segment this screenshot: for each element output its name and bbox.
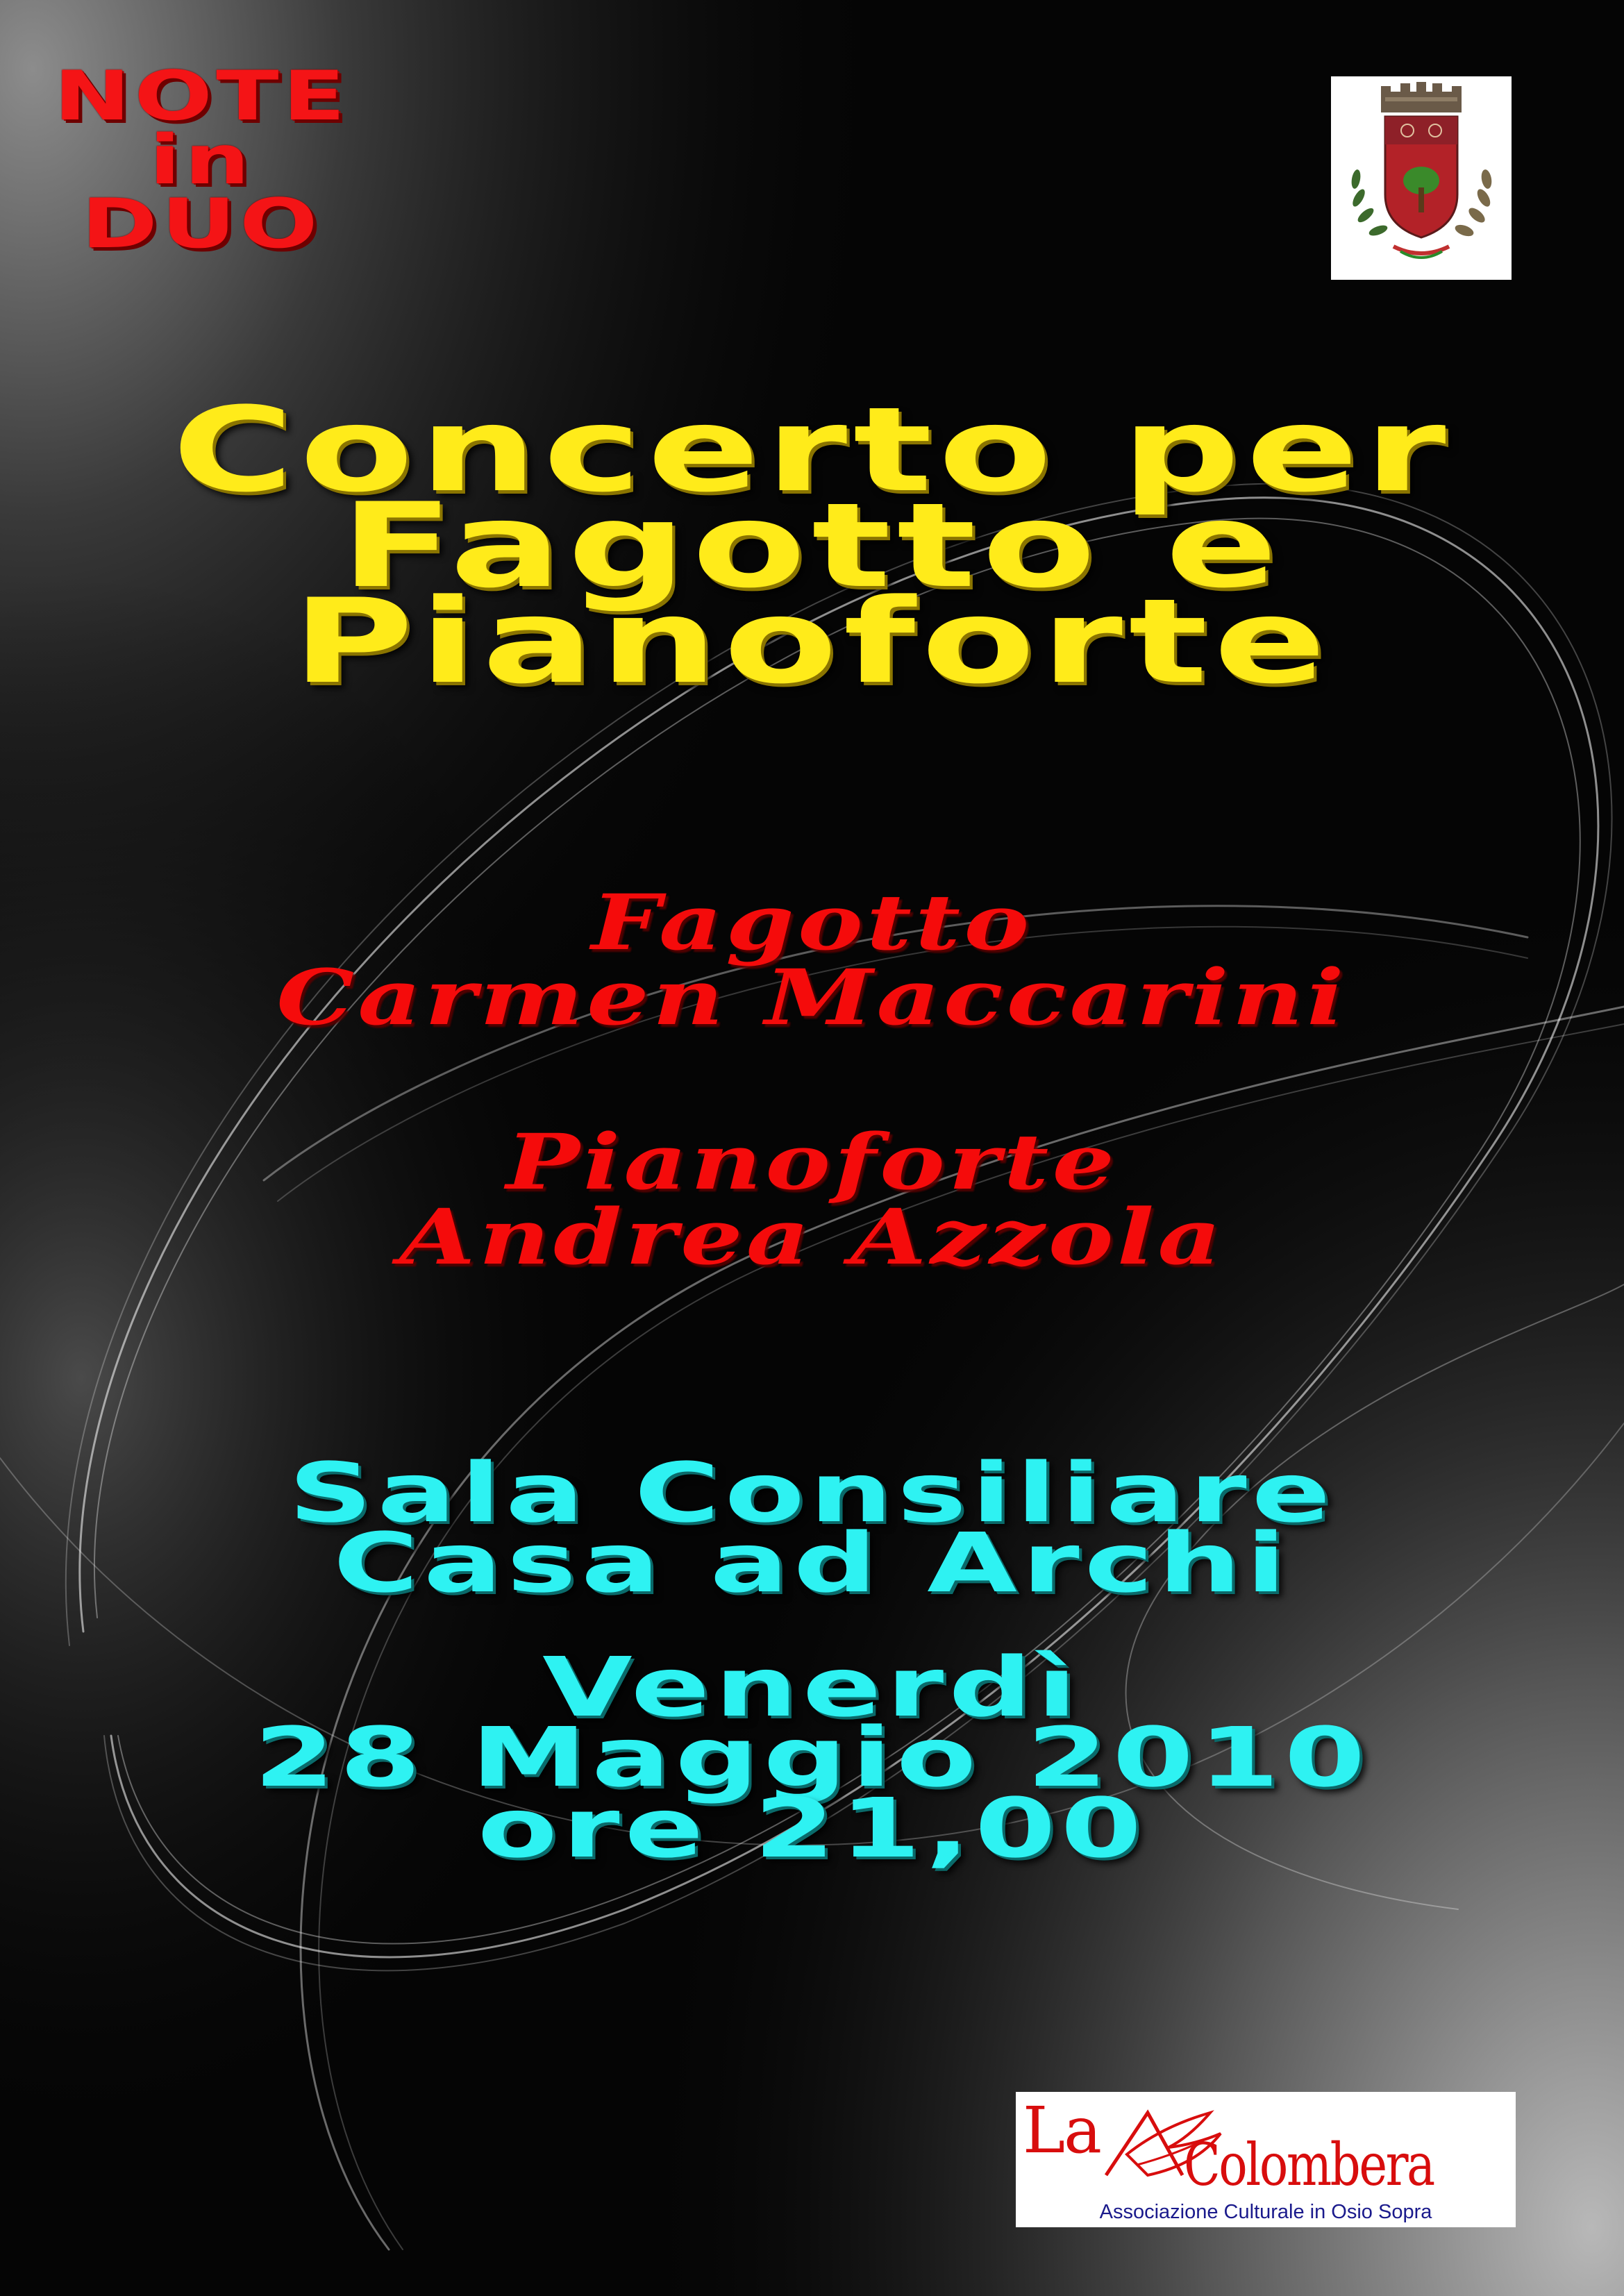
performer-instrument: Fagotto	[591, 878, 1033, 967]
performer-instrument: Pianoforte	[505, 1117, 1119, 1207]
venue	[0, 1445, 1624, 1611]
brand-line-3: DUO	[81, 185, 321, 265]
performer-piano	[0, 1117, 1624, 1282]
event-full-date: 28 Maggio 2010	[253, 1709, 1371, 1806]
venue-line-2: Casa ad Archi	[333, 1515, 1291, 1611]
event-series-logo	[21, 57, 382, 265]
brand-line-2: in	[149, 121, 254, 201]
performer-bassoon	[0, 878, 1624, 1042]
brand-line-1: NOTE	[53, 57, 349, 136]
coat-of-arms-icon	[1331, 76, 1512, 280]
association-tagline: Associazione Culturale in Osio Sopra	[1099, 2201, 1432, 2223]
title-line-1: Concerto per	[171, 382, 1453, 518]
performer-name: Carmen Maccarini	[276, 952, 1348, 1042]
municipal-crest	[1331, 76, 1512, 280]
concert-title	[0, 382, 1624, 710]
performer-name: Andrea Azzola	[399, 1191, 1225, 1282]
title-line-3: Pianoforte	[292, 573, 1332, 710]
logo-word-la: La	[1023, 2093, 1100, 2168]
event-day: Venerdì	[542, 1639, 1082, 1735]
logo-word-colombera: Colombera	[1184, 2131, 1434, 2199]
event-date	[0, 1639, 1624, 1876]
association-logo	[1016, 2092, 1516, 2227]
venue-line-1: Sala Consiliare	[288, 1445, 1336, 1541]
title-line-2: Fagotto e	[340, 477, 1284, 614]
event-time: ore 21,00	[477, 1779, 1147, 1876]
